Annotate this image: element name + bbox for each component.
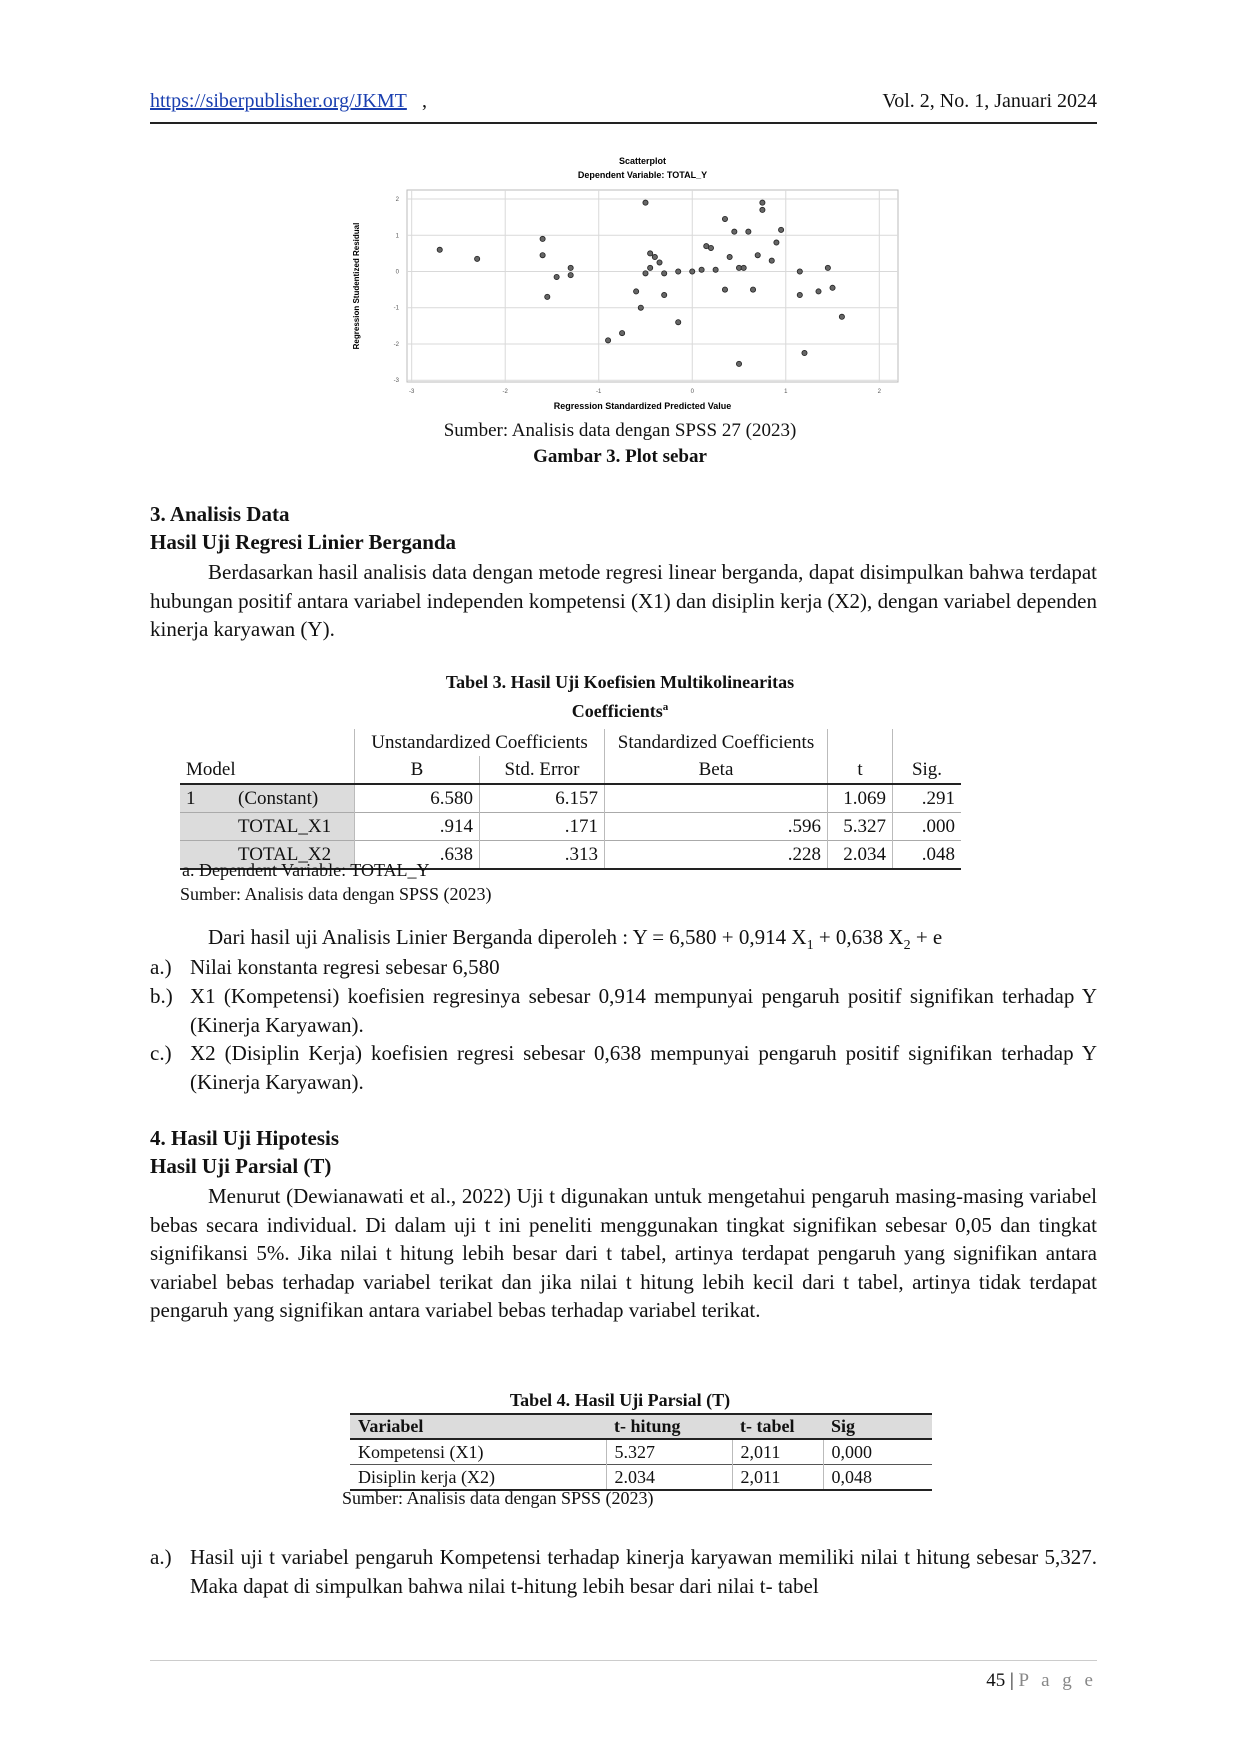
scatter-point bbox=[475, 256, 480, 261]
col-b: B bbox=[355, 756, 480, 784]
footer-divider bbox=[150, 1660, 1097, 1661]
scatter-point bbox=[722, 287, 727, 292]
scatter-point bbox=[802, 350, 807, 355]
scatterplot-figure bbox=[345, 152, 905, 412]
scatter-point bbox=[732, 229, 737, 234]
x-axis-label: Regression Standardized Predicted Value bbox=[553, 401, 732, 411]
y-tick-label: 2 bbox=[395, 197, 399, 204]
group-unstandardized: Unstandardized Coefficients bbox=[355, 729, 605, 756]
scatter-point bbox=[769, 258, 774, 263]
scatter-point bbox=[755, 253, 760, 258]
y-tick-label: 0 bbox=[395, 269, 399, 276]
scatter-point bbox=[437, 247, 442, 252]
scatter-point bbox=[825, 265, 830, 270]
page-footer: 45 | P a g e bbox=[986, 1670, 1097, 1691]
table-3-source: Sumber: Analisis data dengan SPSS (2023) bbox=[180, 884, 492, 904]
header-comma: , bbox=[422, 90, 427, 112]
x-tick-label: -1 bbox=[596, 389, 602, 395]
col-beta: Beta bbox=[605, 756, 828, 784]
scatter-point bbox=[554, 274, 559, 279]
scatter-point bbox=[605, 338, 610, 343]
table-3-footnote: a. Dependent Variable: TOTAL_Y bbox=[182, 860, 430, 880]
scatter-point bbox=[568, 273, 573, 278]
scatter-point bbox=[750, 287, 755, 292]
x-tick-label: 2 bbox=[877, 389, 881, 395]
page-header bbox=[150, 90, 1097, 124]
scatter-point bbox=[634, 289, 639, 294]
scatter-point bbox=[736, 361, 741, 366]
scatter-point bbox=[830, 285, 835, 290]
table-row: TOTAL_X1 .914 .171 .596 5.327 .000 bbox=[180, 813, 961, 841]
scatter-point bbox=[540, 236, 545, 241]
scatter-point bbox=[652, 254, 657, 259]
table-4-source: Sumber: Analisis data dengan SPSS (2023) bbox=[342, 1488, 654, 1508]
x-tick-label: 0 bbox=[690, 389, 694, 395]
page-number: 45 bbox=[986, 1670, 1006, 1691]
scatter-point bbox=[540, 253, 545, 258]
y-tick-label: 1 bbox=[395, 233, 399, 240]
col-sig: Sig. bbox=[893, 756, 962, 784]
scatter-point bbox=[699, 267, 704, 272]
y-tick-label: -3 bbox=[393, 378, 399, 385]
scatter-point bbox=[722, 216, 727, 221]
scatter-point bbox=[648, 265, 653, 270]
col-std-error: Std. Error bbox=[480, 756, 605, 784]
scatter-point bbox=[713, 267, 718, 272]
scatter-point bbox=[643, 200, 648, 205]
scatter-point bbox=[676, 320, 681, 325]
table-row: TOTAL_X2 .638 .313 .228 2.034 .048 bbox=[180, 841, 961, 870]
scatter-point bbox=[662, 292, 667, 297]
table-row: Kompetensi (X1) 5.327 2,011 0,000 bbox=[350, 1439, 932, 1465]
table-header-row: Variabel t- hitung t- tabel Sig bbox=[350, 1414, 932, 1439]
table-3-subcaption: Coefficients$^a$ bbox=[571, 701, 669, 721]
col-model: Model bbox=[186, 758, 236, 780]
scatter-point bbox=[662, 271, 667, 276]
scatter-point bbox=[797, 269, 802, 274]
scatterplot-chart bbox=[345, 152, 905, 412]
chart-title: Scatterplot bbox=[618, 156, 667, 166]
scatter-point bbox=[620, 330, 625, 335]
scatter-point bbox=[760, 200, 765, 205]
x-tick-label: -3 bbox=[409, 389, 415, 395]
scatter-point bbox=[816, 289, 821, 294]
y-tick-label: -2 bbox=[393, 341, 399, 348]
y-axis-label: Regression Studentized Residual bbox=[352, 222, 361, 350]
section-3-paragraph: Berdasarkan hasil analisis data dengan metode regresi linear berganda, dapat disimpulkan bahwa terdapat hubungan positif antara variabel independen kompetensi (X1) dan disiplin kerja (X2), dengan variabel dependen kinerja karyawan (Y). bbox=[150, 560, 1097, 641]
coefficients-table bbox=[180, 729, 961, 870]
x-tick-label: -2 bbox=[502, 389, 508, 395]
scatter-point bbox=[774, 240, 779, 245]
scatter-point bbox=[545, 294, 550, 299]
scatter-point bbox=[568, 265, 573, 270]
scatter-point bbox=[797, 292, 802, 297]
volume-info: Vol. 2, No. 1, Januari 2024 bbox=[882, 90, 1097, 112]
scatter-point bbox=[760, 207, 765, 212]
table-row: 1 (Constant) 6.580 6.157 1.069 .291 bbox=[180, 784, 961, 813]
figure-caption: Gambar 3. Plot sebar bbox=[533, 446, 707, 467]
page-label: P a g e bbox=[1018, 1670, 1097, 1691]
section-3-title: 3. Analisis Data bbox=[150, 502, 290, 526]
table-3-caption: Tabel 3. Hasil Uji Koefisien Multikolinearitas bbox=[445, 672, 795, 692]
scatter-point bbox=[746, 229, 751, 234]
section-4-title: 4. Hasil Uji Hipotesis bbox=[150, 1126, 340, 1150]
figure-source: Sumber: Analisis data dengan SPSS 27 (2023) bbox=[443, 420, 797, 441]
plot-area bbox=[407, 190, 898, 382]
model-number: 1 bbox=[180, 784, 232, 813]
scatter-point bbox=[741, 265, 746, 270]
scatter-point bbox=[839, 314, 844, 319]
scatter-point bbox=[676, 269, 681, 274]
section-4-paragraph: Menurut (Dewianawati et al., 2022) Uji t digunakan untuk mengetahui pengaruh masing-masing variabel bebas secara individual. Di dalam uji t ini peneliti menggunakan tingkat signifikan sebesar 0,05 dan tingkat signifikansi 5%. Jika nilai t hitung lebih besar dari t tabel, artinya terdapat pengaruh yang signifikan antara variabel bebas terhadap variabel terikat dan jika nilai t hitung lebih kecil dari t tabel, artinya tidak terdapat pengaruh yang signifikan antara variabel bebas terhadap variabel terikat. bbox=[150, 1184, 1097, 1322]
scatter-point bbox=[648, 251, 653, 256]
scatter-point bbox=[643, 271, 648, 276]
y-tick-label: -1 bbox=[393, 305, 399, 312]
scatter-point bbox=[657, 260, 662, 265]
scatter-point bbox=[778, 227, 783, 232]
journal-url-link[interactable]: https://siberpublisher.org/JKMT bbox=[150, 90, 407, 112]
chart-subtitle: Dependent Variable: TOTAL_Y bbox=[577, 170, 708, 180]
t-test-table bbox=[350, 1413, 932, 1491]
col-t: t bbox=[828, 756, 893, 784]
section-3-subtitle: Hasil Uji Regresi Linier Berganda bbox=[150, 530, 457, 554]
section-4-subtitle: Hasil Uji Parsial (T) bbox=[150, 1154, 332, 1178]
table-4-caption: Tabel 4. Hasil Uji Parsial (T) bbox=[509, 1390, 731, 1410]
x-tick-label: 1 bbox=[784, 389, 788, 395]
scatter-point bbox=[638, 305, 643, 310]
scatter-point bbox=[727, 254, 732, 259]
table-row: Disiplin kerja (X2) 2.034 2,011 0,048 bbox=[350, 1465, 932, 1491]
regression-equation: Dari hasil uji Analisis Linier Berganda diperoleh : Y = 6,580 + 0,914 $X_1 + 0,638$ $X_2 + e$ bbox=[208, 925, 943, 954]
group-standardized: Standardized Coefficients bbox=[605, 729, 828, 756]
scatter-point bbox=[690, 269, 695, 274]
scatter-point bbox=[708, 245, 713, 250]
